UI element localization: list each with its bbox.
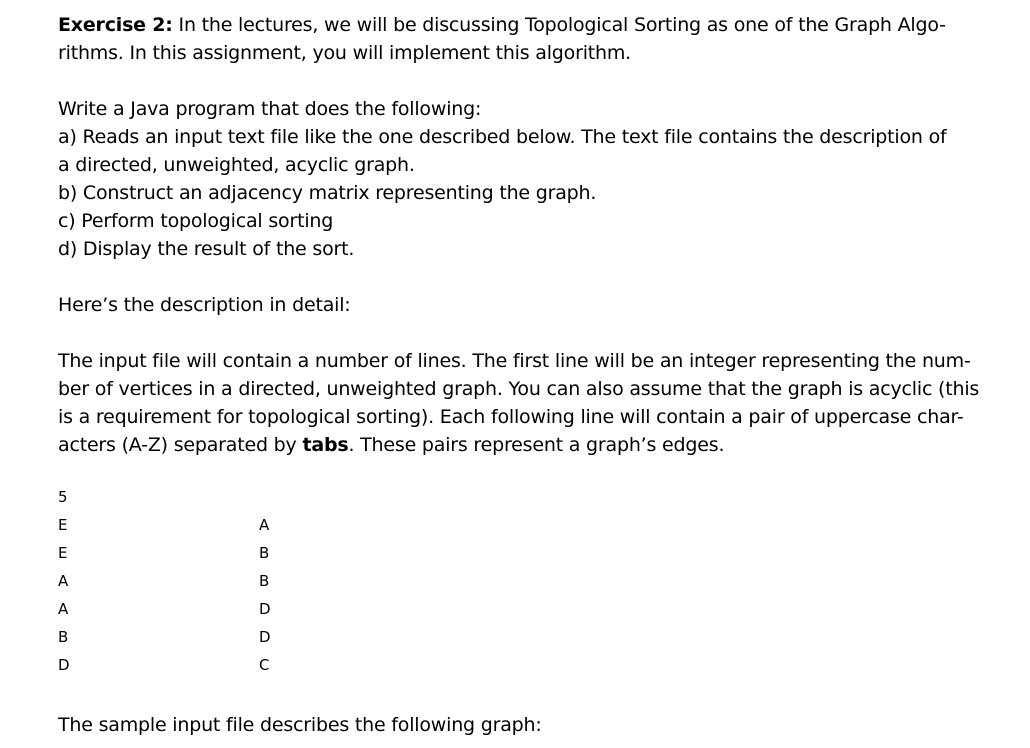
- closing-sentence: The sample input file describes the following graph:: [58, 714, 542, 736]
- details-heading-text: Here’s the description in detail:: [58, 294, 351, 316]
- edge-from: B: [58, 628, 69, 646]
- description-line-4-start: acters (A-Z) separated by: [58, 434, 303, 456]
- instruction-d: d) Display the result of the sort.: [58, 238, 355, 260]
- details-heading: [58, 291, 978, 319]
- description-line-3: is a requirement for topological sorting). Each following line will contain a pair of uppercase char-: [58, 406, 964, 428]
- description-line-2: ber of vertices in a directed, unweighted graph. You can also assume that the graph is acyclic (this: [58, 378, 980, 400]
- instruction-b: b) Construct an adjacency matrix representing the graph.: [58, 182, 597, 204]
- edge-from: E: [58, 516, 68, 534]
- edge-to: D: [259, 600, 271, 618]
- exercise-intro-line-1: [58, 11, 978, 39]
- instruction-c: c) Perform topological sorting: [58, 210, 334, 232]
- edge-row: [58, 544, 298, 572]
- edge-row: [58, 600, 298, 628]
- assignment-document: [58, 11, 978, 459]
- instruction-a-line-2: a directed, unweighted, acyclic graph.: [58, 154, 415, 176]
- exercise-label: Exercise 2:: [58, 14, 173, 36]
- tabs-emphasis: tabs: [302, 434, 349, 456]
- exercise-intro-line-2: rithms. In this assignment, you will implement this algorithm.: [58, 42, 632, 64]
- instructions-intro: Write a Java program that does the following:: [58, 98, 482, 120]
- edge-row: [58, 628, 298, 656]
- description-line-1: The input file will contain a number of lines. The first line will be an integer representing the num-: [58, 350, 971, 372]
- exercise-intro: [58, 11, 978, 67]
- edge-from: A: [58, 600, 69, 618]
- edge-from: E: [58, 544, 68, 562]
- edge-row: [58, 572, 298, 600]
- edge-to: A: [259, 516, 270, 534]
- edge-from: A: [58, 572, 69, 590]
- instruction-a-line-1: a) Reads an input text file like the one described below. The text file contains the description of: [58, 126, 947, 148]
- instructions: [58, 95, 978, 263]
- description-line-4: [58, 431, 978, 459]
- description-line-4-end: . These pairs represent a graph’s edges.: [348, 434, 725, 456]
- edge-to: B: [259, 572, 270, 590]
- edge-to: D: [259, 628, 271, 646]
- edge-from: D: [58, 656, 70, 674]
- edge-row: [58, 516, 298, 544]
- edge-row: [58, 656, 298, 684]
- vertex-count: 5: [58, 488, 68, 506]
- exercise-intro-text: In the lectures, we will be discussing Topological Sorting as one of the Graph Algo-: [172, 14, 946, 36]
- edge-to: C: [259, 656, 270, 674]
- description: [58, 347, 978, 459]
- edge-to: B: [259, 544, 270, 562]
